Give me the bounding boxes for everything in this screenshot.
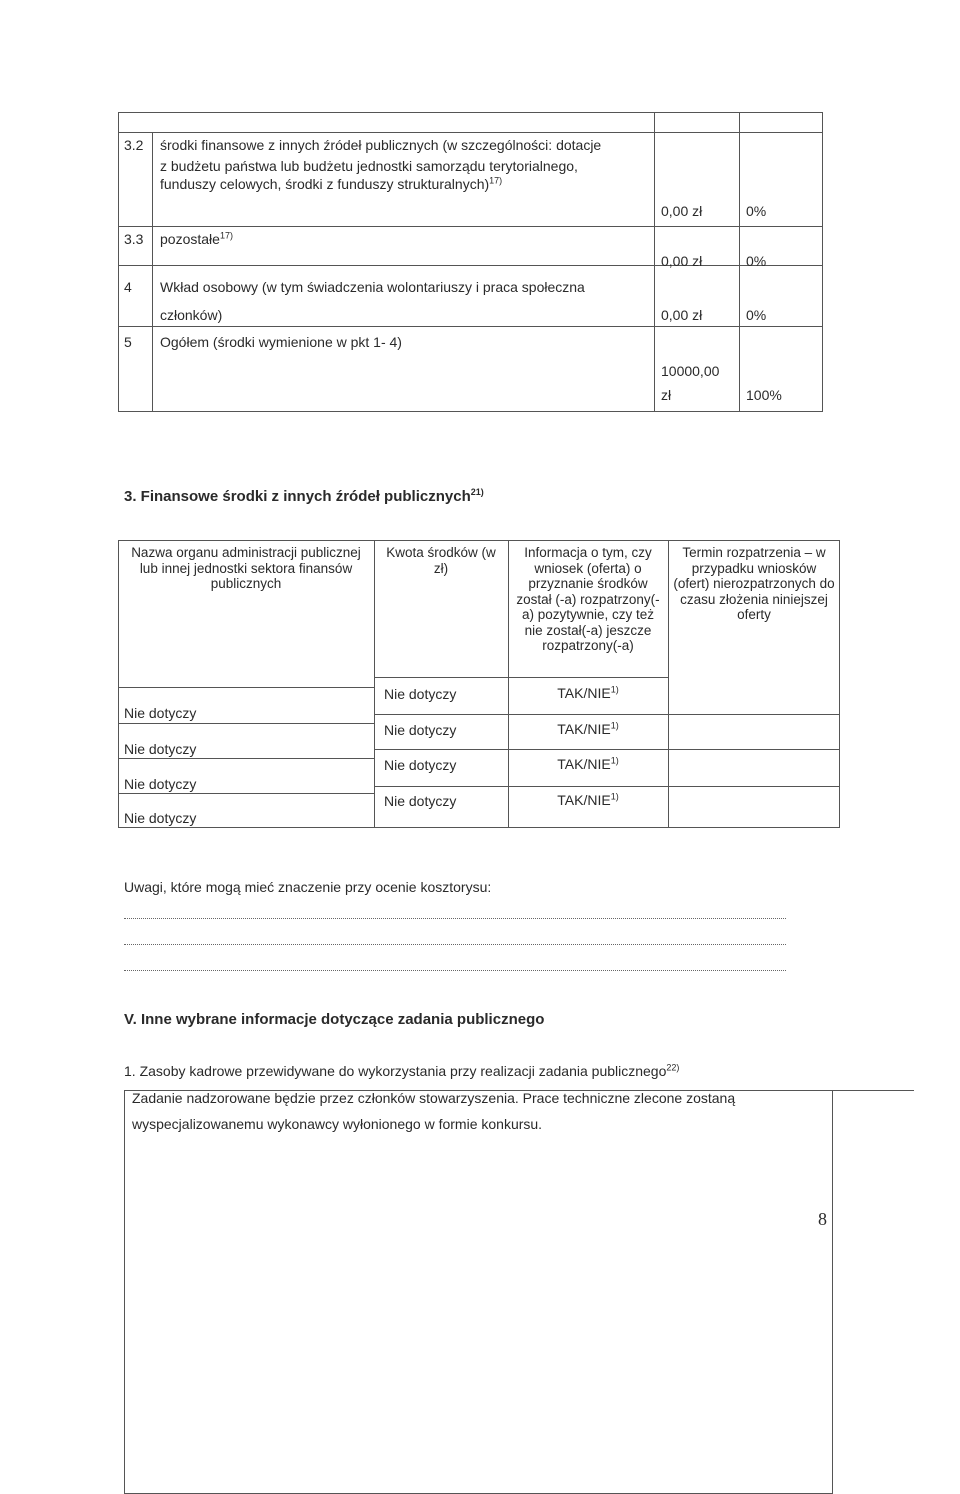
staff-resources-text: wyspecjalizowanemu wykonawcy wyłonionego w formie konkursu. [132, 1116, 543, 1132]
row-info: TAK/NIE$^{1)}$ [557, 720, 619, 737]
row-percent: 0% [746, 203, 767, 219]
remarks-line[interactable] [124, 970, 786, 971]
footnote-ref: 1) [610, 791, 619, 802]
header-info: Informacja o tym, czy wniosek (oferta) o przyznanie środków został (-a) rozpatrzony(-a) pozytywnie, czy też nie został(-a) jeszcze rozpatrzony(-a) [516, 545, 660, 653]
staff-resources-box [124, 1090, 833, 1494]
footnote-ref: 1) [610, 720, 619, 731]
remarks-line[interactable] [124, 944, 786, 945]
public-funds-table [118, 540, 840, 828]
row-amount: Nie dotyczy [384, 722, 457, 738]
budget-table [118, 112, 823, 412]
row-organ: Nie dotyczy [124, 741, 197, 757]
staff-resources-label: 1. Zasoby kadrowe przewidywane do wykorzystania przy realizacji zadania publicznego$^{22)}$ [124, 1062, 680, 1079]
staff-resources-text: Zadanie nadzorowane będzie przez członków stowarzyszenia. Prace techniczne zlecone zostaną [132, 1090, 736, 1106]
row-description: Wkład osobowy (w tym świadczenia wolontariuszy i praca społeczna [160, 279, 585, 295]
row-description: Ogółem (środki wymienione w pkt 1- 4) [160, 334, 402, 350]
row-organ: Nie dotyczy [124, 705, 197, 721]
row-amount: Nie dotyczy [384, 757, 457, 773]
row-description: środki finansowe z innych źródeł publicznych (w szczególności: dotacje [160, 137, 602, 153]
row-description: pozostałe$^{17)}$ [160, 230, 233, 247]
row-amount: 0,00 zł [661, 253, 703, 269]
row-number: 3.3 [124, 231, 144, 247]
footnote-ref: 22) [666, 1062, 680, 1073]
row-info: TAK/NIE$^{1)}$ [557, 791, 619, 808]
row-description: członków) [160, 307, 223, 323]
row-number: 4 [124, 279, 132, 295]
footnote-ref: 17) [219, 230, 233, 241]
remarks-line[interactable] [124, 918, 786, 919]
row-percent: 0% [746, 307, 767, 323]
row-description: z budżetu państwa lub budżetu jednostki samorządu terytorialnego, [160, 158, 578, 174]
row-number: 3.2 [124, 137, 144, 153]
row-organ: Nie dotyczy [124, 776, 197, 792]
row-percent: 100% [746, 387, 782, 403]
row-description: funduszy celowych, środki z funduszy strukturalnych)$^{17)}$ [160, 175, 503, 192]
footnote-ref: 21) [470, 487, 484, 497]
row-amount-unit: zł [661, 387, 672, 403]
footnote-ref: 1) [610, 755, 619, 766]
row-percent: 0% [746, 253, 767, 269]
row-info: TAK/NIE$^{1)}$ [557, 755, 619, 772]
row-amount: Nie dotyczy [384, 686, 457, 702]
footnote-ref: 17) [489, 175, 503, 186]
row-number: 5 [124, 334, 132, 350]
row-organ: Nie dotyczy [124, 810, 197, 826]
header-organ: Nazwa organu administracji publicznej lub innej jednostki sektora finansów publicznych [131, 545, 361, 591]
header-amount: Kwota środków (w zł) [386, 545, 496, 576]
row-info: TAK/NIE$^{1)}$ [557, 684, 619, 701]
page-number: 8 [818, 1209, 827, 1229]
remarks-label: Uwagi, które mogą mieć znaczenie przy ocenie kosztorysu: [124, 879, 492, 895]
section-3-title: 3. Finansowe środki z innych źródeł publicznych$^{21)}$ [124, 487, 484, 505]
row-amount: Nie dotyczy [384, 793, 457, 809]
row-amount: 0,00 zł [661, 307, 703, 323]
section-5-title: V. Inne wybrane informacje dotyczące zadania publicznego [124, 1011, 545, 1028]
header-term: Termin rozpatrzenia – w przypadku wniosków (ofert) nierozpatrzonych do czasu złożenia niniejszej oferty [673, 545, 835, 622]
footnote-ref: 1) [610, 684, 619, 695]
row-amount: 0,00 zł [661, 203, 703, 219]
row-amount: 10000,00 [661, 363, 720, 379]
